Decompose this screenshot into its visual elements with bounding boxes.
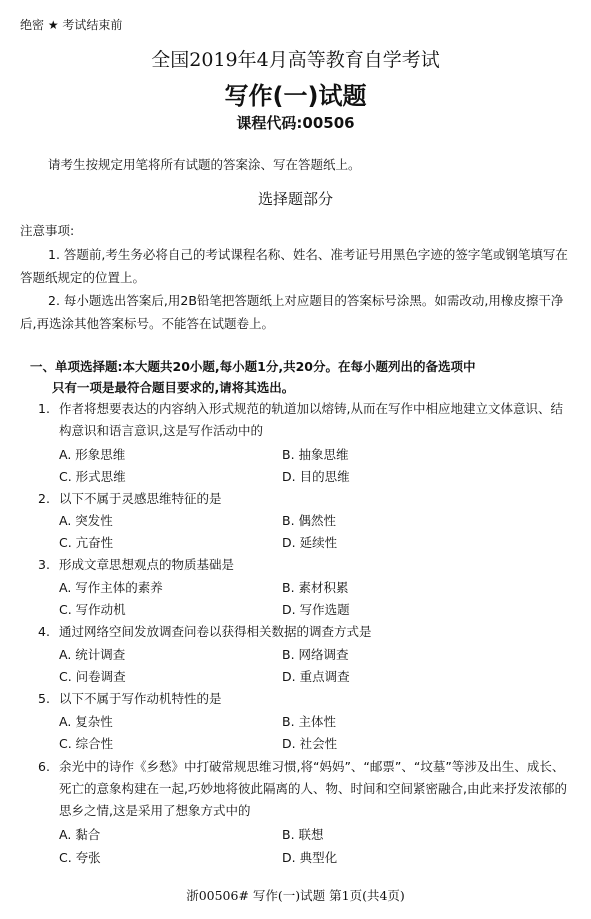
question xyxy=(38,488,568,510)
exam-title: 全国2019年4月高等教育自学考试 xyxy=(151,49,440,71)
option-b: B. 素材积累 xyxy=(282,580,349,595)
option-d: D. 重点调查 xyxy=(282,669,350,684)
question-text: 通过网络空间发放调查问卷以获得相关数据的调查方式是 xyxy=(59,624,372,639)
question-number: 4. xyxy=(38,624,50,639)
question xyxy=(38,621,568,643)
question xyxy=(38,688,568,710)
option-d: D. 写作选题 xyxy=(282,602,350,617)
question-number: 2. xyxy=(38,491,50,506)
note-item: 2. 每小题选出答案后,用2B铅笔把答题纸上对应题目的答案标号涂黑。如需改动,用橡皮擦干净后,再选涂其他答案标号。不能答在试题卷上。 xyxy=(20,293,564,331)
question xyxy=(38,398,568,442)
course-code: 课程代码:00506 xyxy=(236,114,355,132)
section-heading-line: 只有一项是最符合题目要求的,请将其选出。 xyxy=(52,380,295,395)
option-a: A. 形象思维 xyxy=(59,447,126,462)
option-d: D. 典型化 xyxy=(282,850,338,865)
option-c: C. 综合性 xyxy=(59,736,114,751)
option-c: C. 写作动机 xyxy=(59,602,126,617)
question-text: 作者将想要表达的内容纳入形式规范的轨道加以熔铸,从而在写作中相应地建立文体意识、结构意识和语言意识,这是写作活动中的 xyxy=(59,401,563,438)
option-d: D. 目的思维 xyxy=(282,469,350,484)
option-a: A. 复杂性 xyxy=(59,714,113,729)
question-text: 以下不属于写作动机特性的是 xyxy=(59,691,222,706)
section-heading xyxy=(30,356,476,398)
notes-heading: 注意事项: xyxy=(20,223,75,238)
question-text: 余光中的诗作《乡愁》中打破常规思维习惯,将“妈妈”、“邮票”、“坟墓”等涉及出生、成长、死亡的意象构建在一起,巧妙地将彼此隔离的人、物、时间和空间紧密融合,由此来抒发浓郁的思乡之情,这是采用了想象方式中的 xyxy=(59,759,567,818)
option-b: B. 抽象思维 xyxy=(282,447,349,462)
question-number: 6. xyxy=(38,759,50,774)
option-b: B. 主体性 xyxy=(282,714,337,729)
option-a: A. 黏合 xyxy=(59,827,101,842)
option-b: B. 偶然性 xyxy=(282,513,337,528)
subject-title: 写作(一)试题 xyxy=(224,82,367,110)
option-b: B. 联想 xyxy=(282,827,324,842)
option-c: C. 夸张 xyxy=(59,850,101,865)
option-c: C. 形式思维 xyxy=(59,469,126,484)
option-c: C. 亢奋性 xyxy=(59,535,114,550)
question-text: 形成文章思想观点的物质基础是 xyxy=(59,557,235,572)
instruction-text: 请考生按规定用笔将所有试题的答案涂、写在答题纸上。 xyxy=(48,157,361,172)
confidential-label: 绝密 ★ 考试结束前 xyxy=(20,18,123,32)
question xyxy=(38,554,568,576)
question-number: 1. xyxy=(38,401,50,416)
option-b: B. 网络调查 xyxy=(282,647,349,662)
option-a: A. 突发性 xyxy=(59,513,113,528)
part-title: 选择题部分 xyxy=(257,190,333,208)
question-number: 3. xyxy=(38,557,50,572)
question-number: 5. xyxy=(38,691,50,706)
option-c: C. 问卷调查 xyxy=(59,669,126,684)
question xyxy=(38,756,568,822)
section-heading-line: 一、单项选择题:本大题共20小题,每小题1分,共20分。在每小题列出的备选项中 xyxy=(30,359,476,374)
option-d: D. 延续性 xyxy=(282,535,338,550)
question-text: 以下不属于灵感思维特征的是 xyxy=(59,491,222,506)
option-a: A. 写作主体的素养 xyxy=(59,580,163,595)
note-item: 1. 答题前,考生务必将自己的考试课程名称、姓名、准考证号用黑色字迹的签字笔或钢笔填写在答题纸规定的位置上。 xyxy=(20,247,568,285)
option-a: A. 统计调查 xyxy=(59,647,126,662)
page-footer: 浙00506# 写作(一)试题 第1页(共4页) xyxy=(186,888,405,903)
option-d: D. 社会性 xyxy=(282,736,338,751)
